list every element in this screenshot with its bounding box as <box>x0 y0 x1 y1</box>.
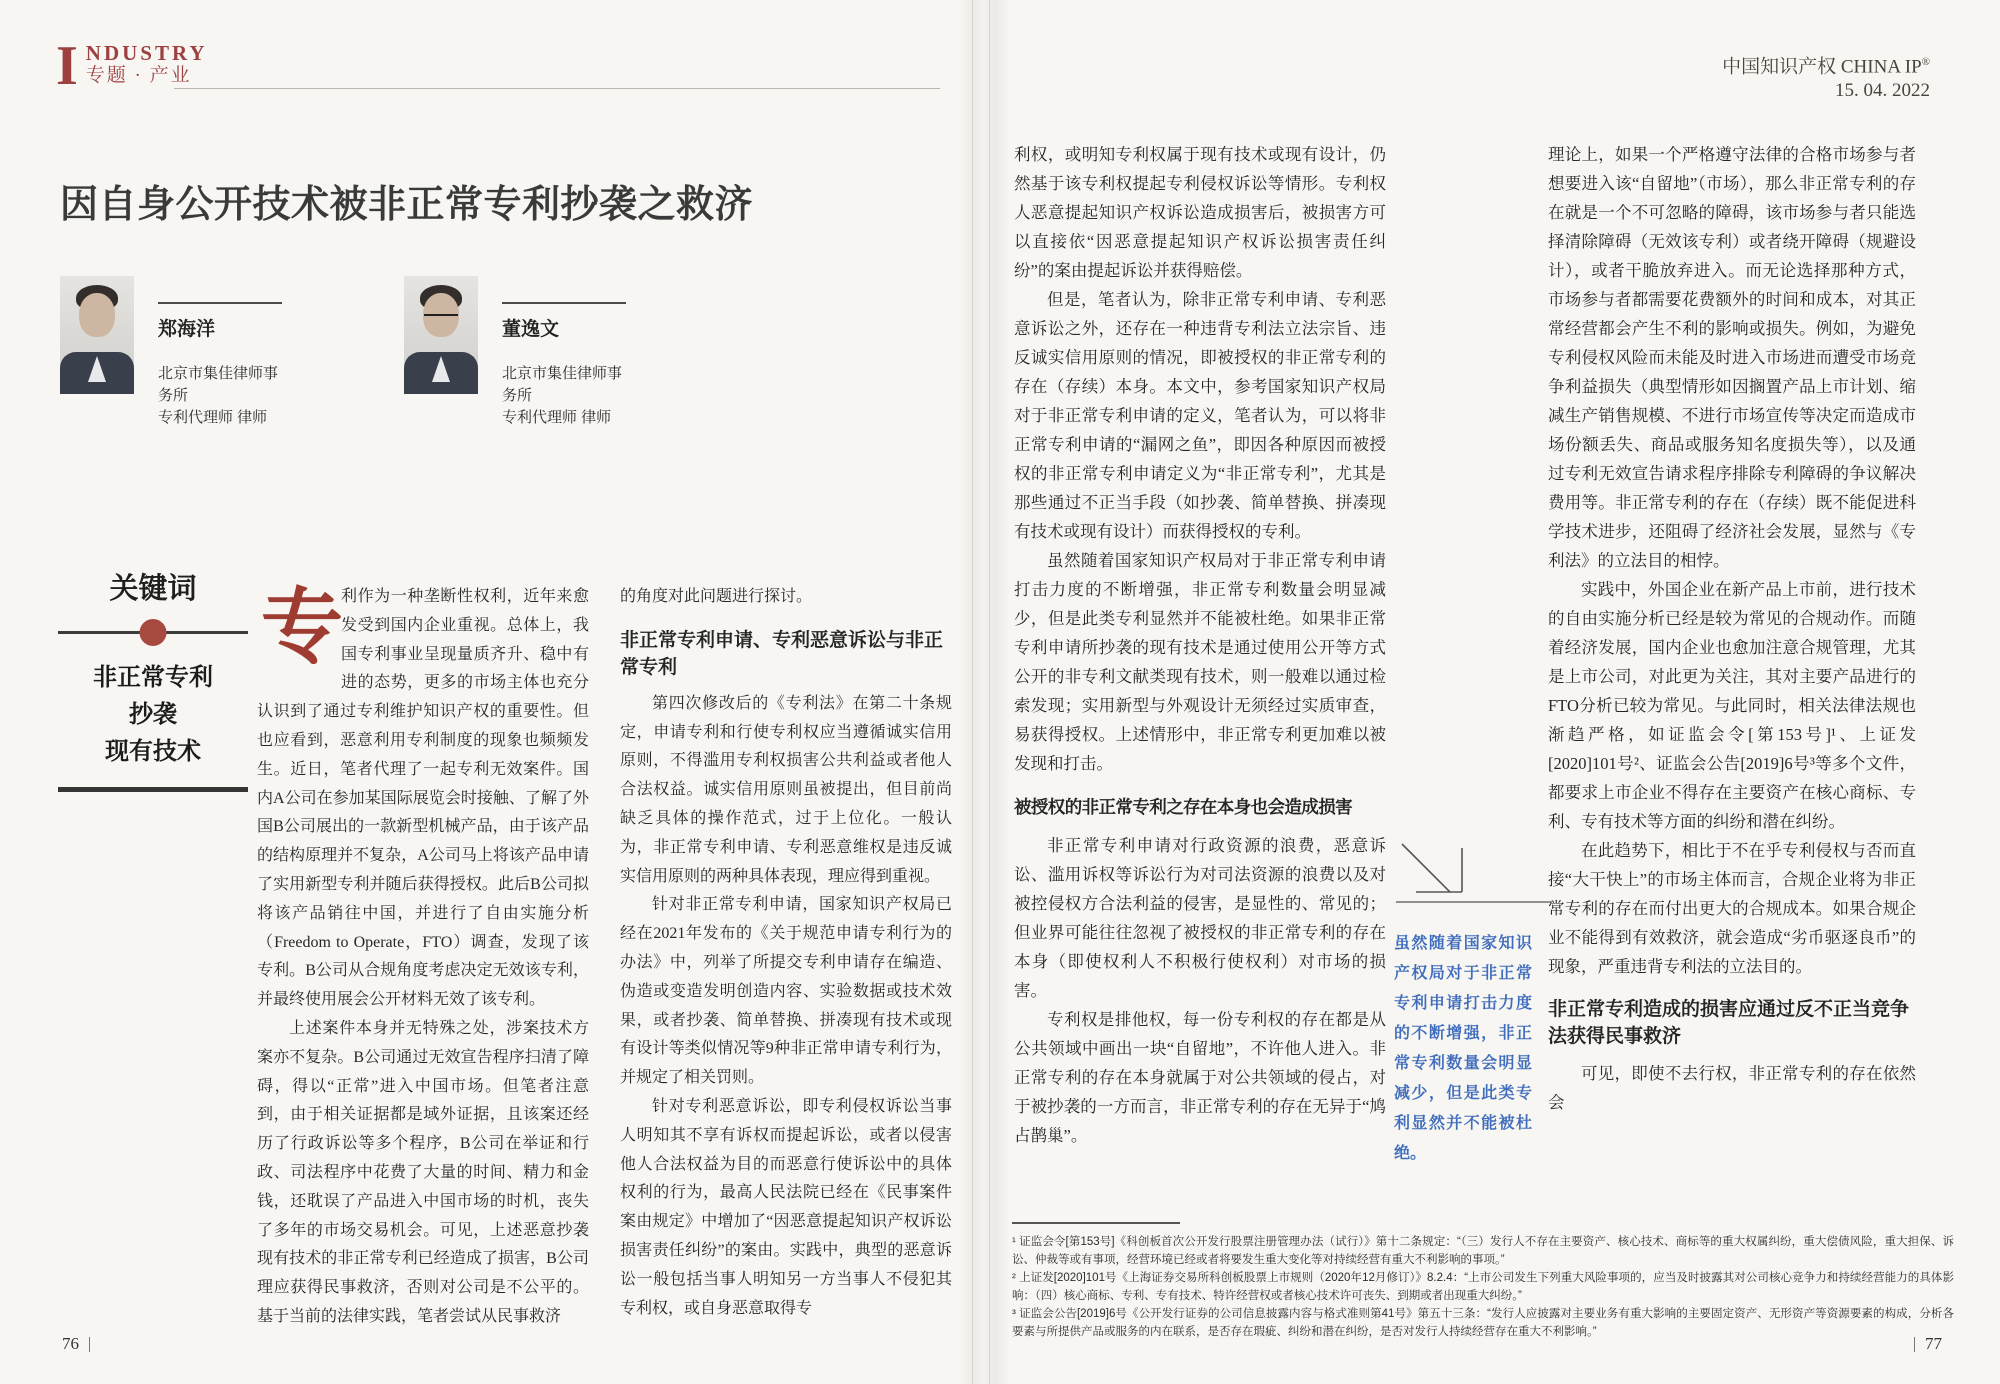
masthead-rule <box>174 88 940 89</box>
footnote: ² 上证发[2020]101号《上海证券交易所科创板股票上市规则（2020年12月修订）》8.2.4：“上市公司发生下列重大风险事项的，应当及时披露其对公司核心竞争力和持续经营能力的具体影响：（四）核心商标、专利、专有技术、特许经营权或者核心技术许可丧失、到期或者出现重大纠纷。” <box>1012 1272 1954 1302</box>
registered-mark: ® <box>1921 56 1930 68</box>
author-info <box>502 276 636 429</box>
author-role: 专利代理师 律师 <box>502 409 612 426</box>
author <box>60 276 292 429</box>
fold-line <box>989 0 990 1384</box>
page-number: 77 <box>1925 1334 1942 1353</box>
keyword-item: 抄袭 <box>129 702 177 728</box>
body-paragraph: 利权，或明知专利权属于现有技术或现有设计，仍然基于该专利权提起专利侵权诉讼等情形。专利权人恶意提起知识产权诉讼造成损害后，被损害方可以直接依“因恶意提起知识产权诉讼损害责任纠纷”的案由提起诉讼并获得赔偿。 <box>1014 145 1386 280</box>
keyword-list <box>58 660 248 771</box>
author-info <box>158 276 292 429</box>
portrait-glasses <box>424 314 458 323</box>
masthead-name: NDUSTRY <box>85 41 208 65</box>
left-column-1 <box>257 583 589 1332</box>
section-heading: 非正常专利造成的损害应通过反不正当竞争法获得民事救济 <box>1548 999 1910 1047</box>
page-number-bar <box>89 1337 90 1352</box>
body-paragraph: 可见，即使不去行权，非正常专利的存在依然会 <box>1548 1064 1916 1112</box>
center-fold-shadow <box>958 0 1010 1384</box>
author-role: 专利代理师 律师 <box>158 409 268 426</box>
body-paragraph: 理论上，如果一个严格遵守法律的合格市场参与者想要进入该“自留地”（市场），那么非正常专利的存在就是一个不可忽略的障碍，该市场参与者只能选择清除障碍（无效该专利）或者绕开障碍（规避设计），或者干脆放弃进入。而无论选择那种方式，市场参与者都需要花费额外的时间和成本，对其正常经营都会产生不利的影响或损失。例如，为避免专利侵权风险而未能及时进入市场进而遭受市场竞争利益损失（典型情形如因搁置产品上市计划、缩减生产销售规模、不进行市场宣传等决定而造成市场份额丢失、商品或服务知名度损失等），以及通过专利无效宣告请求程序排除专利障碍的争议解决费用等。非正常专利的存在（存续）既不能促进科学技术进步，还阻碍了经济社会发展，显然与《专利法》的立法目的相悖。 <box>1548 145 1916 570</box>
author-photo <box>60 276 134 394</box>
masthead-text <box>86 42 208 88</box>
portrait-shirt <box>432 356 450 382</box>
keyword-item: 现有技术 <box>105 739 201 765</box>
section-heading: 被授权的非正常专利之存在本身也会造成损害 <box>1014 797 1352 817</box>
keyword-item: 非正常专利 <box>93 665 213 691</box>
keyword-divider <box>58 631 248 634</box>
body-paragraph: 在此趋势下，相比于不在乎专利侵权与否而直接“大干快上”的市场主体而言，合规企业将为非正常专利的存在而付出更大的合规成本。如果合规企业不能得到有效救济，就会造成“劣币驱逐良币”的现象，严重违背专利法的立法目的。 <box>1548 841 1916 976</box>
author-org: 北京市集佳律师事务所 <box>502 365 623 404</box>
footnote-rule <box>1012 1222 1180 1224</box>
portrait-shirt <box>88 356 106 382</box>
masthead-initial: I <box>56 35 78 97</box>
body-paragraph: 专利权是排他权，每一份专利权的存在都是从公共领域中画出一块“自留地”，不许他人进入。非正常专利的存在本身就属于对公共领域的侵占，对于被抄袭的一方而言，非正常专利的存在无异于“鸠占鹊巢”。 <box>1014 1010 1386 1145</box>
pull-quote <box>1394 842 1546 1169</box>
masthead-section: 专题 · 产业 <box>85 65 192 86</box>
issue-date: 15. 04. 2022 <box>1835 80 1930 102</box>
portrait-face <box>79 293 115 337</box>
author-name: 董逸文 <box>502 319 560 340</box>
body-paragraph: 上述案件本身并无特殊之处，涉案技术方案亦不复杂。B公司通过无效宣告程序扫清了障碍，得以“正常”进入中国市场。但笔者注意到，由于相关证据都是域外证据，且该案还经历了行政诉讼等多个程序，B公司在举证和行政、司法程序中花费了大量的时间、精力和金钱，还耽误了产品进入中国市场的时机，丧失了多年的市场交易机会。可见，上述恶意抄袭现有技术的非正常专利已经造成了损害，B公司理应获得民事救济，否则对公司是不公平的。基于当前的法律实践，笔者尝试从民事救济 <box>257 1019 589 1325</box>
page-number-right <box>1914 1334 1942 1354</box>
author-rule <box>158 302 282 304</box>
keyword-label: 关键词 <box>109 573 197 605</box>
arrow-down-right-icon <box>1394 842 1554 906</box>
article-title: 因自身公开技术被非正常专利抄袭之救济 <box>60 184 754 227</box>
fold-line <box>972 0 973 1384</box>
page-number: 76 <box>62 1334 79 1353</box>
drop-cap: 专 <box>261 582 344 673</box>
body-paragraph: 专 利作为一种垄断性权利，近年来愈发受到国内企业重视。总体上，我国专利事业呈现量质齐升、稳中有进的态势，更多的市场主体也充分认识到了通过专利维护知识产权的重要性。但也应看到，恶意利用专利制度的现象也频频发生。近日，笔者代理了一起专利无效案件。国内A公司在参加某国际展览会时接触、了解了外国B公司展出的一款新型机械产品，由于该产品的结构原理并不复杂，A公司马上将该产品申请了实用新型专利并随后获得授权。此后B公司拟将该产品销往中国，并进行了自由实施分析（Freedom to Operate，FTO）调查，发现了该专利。B公司从合规角度考虑决定无效该专利，并最终使用展会公开材料无效了该专利。 <box>257 582 589 1009</box>
author <box>404 276 636 429</box>
journal-name: 中国知识产权 CHINA IP® <box>1722 56 1930 78</box>
body-paragraph: 第四次修改后的《专利法》在第二十条规定，申请专利和行使专利权应当遵循诚实信用原则，不得滥用专利权损害公共利益或者他人合法权益。诚实信用原则虽被提出，但目前尚缺乏具体的操作范式，过于上位化。一般认为，非正常专利申请、专利恶意维权是违反诚实信用原则的两种具体表现，理应得到重视。 <box>620 694 952 885</box>
author-photo <box>404 276 478 394</box>
body-paragraph: 实践中，外国企业在新产品上市前，进行技术的自由实施分析已经是较为常见的合规动作。而随着经济发展，国内企业也愈加注意合规管理，尤其是上市公司，对此更为关注，其对主要产品进行的FTO分析已较为常见。与此同时，相关法律法规也渐趋严格，如证监会令[第153号]¹、上证发[2020]101号²、证监会公告[2019]6号³等多个文件，都要求上市企业不得存在主要资产在核心商标、专利、专有技术等方面的纠纷和潜在纠纷。 <box>1548 580 1916 831</box>
keyword-dot <box>140 619 167 646</box>
footnote: ³ 证监会公告[2019]6号《公开发行证券的公司信息披露内容与格式准则第41号》第五十三条：“发行人应披露对主要业务有重大影响的主要固定资产、无形资产等资源要素的构成，分析各要素与所提供产品或服务的内在联系，是否存在瑕疵、纠纷和潜在纠纷，是否对发行人持续经营存在重大不利影响。” <box>1012 1308 1954 1338</box>
body-paragraph: 非正常专利申请对行政资源的浪费，恶意诉讼、滥用诉权等诉讼行为对司法资源的浪费以及对被控侵权方合法利益的侵害，是显性的、常见的；但业界可能往往忽视了被授权的非正常专利的存在本身（即使权利人不积极行使权利）对市场的损害。 <box>1014 836 1386 1000</box>
body-paragraph: 针对专利恶意诉讼，即专利侵权诉讼当事人明知其不享有诉权而提起诉讼，或者以侵害他人合法权益为目的而恶意行使诉讼中的具体权利的行为，最高人民法院已经在《民事案件案由规定》中增加了“因恶意提起知识产权诉讼损害责任纠纷”的案由。实践中，典型的恶意诉讼一般包括当事人明知另一方当事人不侵犯其专利权，或自身恶意取得专 <box>620 1097 952 1317</box>
keyword-sidebar <box>58 566 248 792</box>
journal-header <box>1722 50 1930 103</box>
left-column-2 <box>620 583 952 1323</box>
author-block <box>60 276 636 429</box>
right-column-1 <box>1014 140 1386 1150</box>
right-column-2 <box>1548 140 1916 1117</box>
page-number-left <box>62 1334 90 1354</box>
author-org: 北京市集佳律师事务所 <box>158 365 279 404</box>
section-heading: 非正常专利申请、专利恶意诉讼与非正常专利 <box>620 629 944 678</box>
body-paragraph: 但是，笔者认为，除非正常专利申请、专利恶意诉讼之外，还存在一种违背专利法立法宗旨、违反诚实信用原则的情况，即被授权的非正常专利的存在（存续）本身。本文中，参考国家知识产权局对于非正常专利申请的定义，笔者认为，可以将非正常专利申请的“漏网之鱼”，即因各种原因而被授权的非正常专利申请定义为“非正常专利”，尤其是那些通过不正当手段（如抄袭、简单替换、拼凑现有技术或现有设计）而获得授权的专利。 <box>1014 290 1386 541</box>
footnotes <box>1012 1234 1954 1342</box>
author-name: 郑海洋 <box>158 319 216 340</box>
keyword-bottom-rule <box>58 787 248 792</box>
body-paragraph: 针对非正常专利申请，国家知识产权局已经在2021年发布的《关于规范申请专利行为的办法》中，列举了所提交专利申请存在编造、伪造或变造发明创造内容、实验数据或技术效果，或者抄袭、简单替换、拼凑现有技术或现有设计等类似情况等9种非正常申请专利行为，并规定了相关罚则。 <box>620 896 952 1087</box>
pull-quote-text: 虽然随着国家知识产权局对于非正常专利申请打击力度的不断增强，非正常专利数量会明显减少，但是此类专利显然并不能被杜绝。 <box>1394 935 1532 1162</box>
masthead <box>56 35 208 97</box>
body-paragraph: 的角度对此问题进行探讨。 <box>620 588 813 605</box>
footnote: ¹ 证监会令[第153号]《科创板首次公开发行股票注册管理办法（试行）》第十二条规定：“（三）发行人不存在主要资产、核心技术、商标等的重大权属纠纷，重大偿债风险，重大担保、诉讼、仲裁等或有事项，经营环境已经或者将要发生重大变化等对持续经营有重大不利影响的事项。” <box>1012 1236 1954 1266</box>
body-paragraph: 虽然随着国家知识产权局对于非正常专利申请打击力度的不断增强，非正常专利数量会明显减少，但是此类专利显然并不能被杜绝。如果非正常专利申请所抄袭的现有技术是通过使用公开等方式公开的非专利文献类现有技术，则一般难以通过检索发现；实用新型与外观设计无须经过实质审查，易获得授权。上述情形中，非正常专利更加难以被发现和打击。 <box>1014 551 1386 773</box>
author-rule <box>502 302 626 304</box>
page-number-bar <box>1914 1337 1915 1352</box>
